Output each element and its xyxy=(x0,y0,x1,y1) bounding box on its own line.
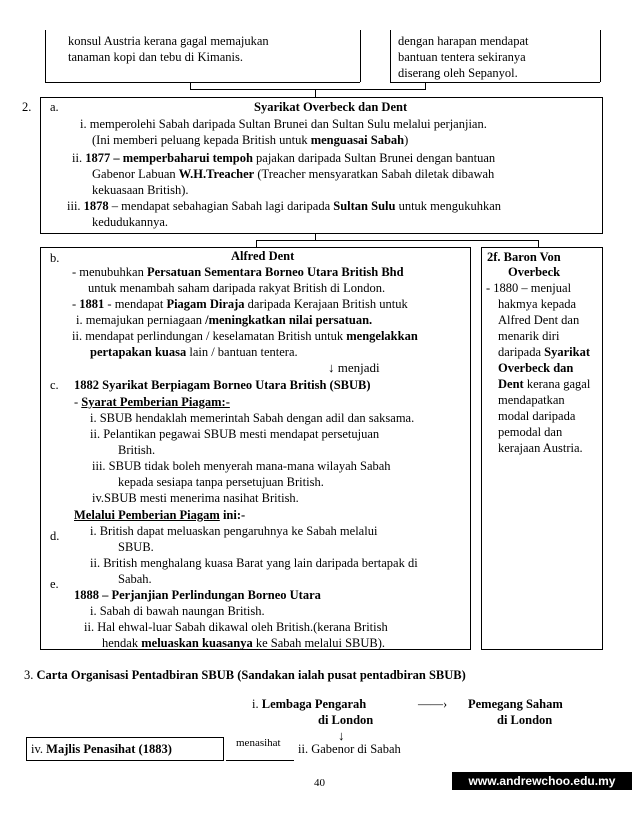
top-left-line: konsul Austria kerana gagal memajukan xyxy=(68,34,269,48)
text-line: i. SBUB hendaklah memerintah Sabah dengan adil dan saksama. xyxy=(90,411,415,425)
text-line: - Syarat Pemberian Piagam:- xyxy=(74,395,230,409)
connector xyxy=(360,30,361,82)
text-line: ii. 1877 – memperbaharui tempoh pajakan daripada Sultan Brunei dengan bantuan xyxy=(72,151,496,165)
text-line: mendapatkan xyxy=(498,393,565,407)
text-line: - 1881 - mendapat Piagam Diraja daripada Kerajaan British untuk xyxy=(72,297,408,311)
arrow-menjadi: ↓ menjadi xyxy=(328,360,380,375)
text-line: iii. 1878 – mendapat sebahagian Sabah lagi daripada Sultan Sulu untuk mengukuhkan xyxy=(67,199,501,213)
top-left-line: tanaman kopi dan tebu di Kimanis. xyxy=(68,50,243,64)
text-line: Overbeck dan xyxy=(498,361,574,375)
connector xyxy=(256,240,257,247)
org-majlis: iv. Majlis Penasihat (1883) xyxy=(31,742,172,756)
connector xyxy=(45,82,360,83)
arrow-right-icon: ——› xyxy=(418,697,448,711)
item-label: b. xyxy=(50,251,60,265)
text-line: Melalui Pemberian Piagam ini:- xyxy=(74,508,246,522)
menasihat-label: menasihat xyxy=(236,737,281,749)
connector xyxy=(425,82,426,90)
item-label: a. xyxy=(50,100,59,114)
connector xyxy=(190,89,425,90)
box-title: Alfred Dent xyxy=(231,249,295,263)
text-line: i. British dapat meluaskan pengaruhnya ke Sabah melalui xyxy=(90,524,378,538)
connector xyxy=(190,82,191,90)
org-gabenor: ii. Gabenor di Sabah xyxy=(298,742,401,756)
text-line: i. memajukan perniagaan /meningkatkan nilai persatuan. xyxy=(76,313,373,327)
page-number: 40 xyxy=(314,777,325,789)
text-line: Sabah. xyxy=(118,572,152,586)
text-line: modal daripada xyxy=(498,409,576,423)
item-label: d. xyxy=(50,529,60,543)
text-line: Alfred Dent dan xyxy=(498,313,580,327)
text-line: hakmya kepada xyxy=(498,297,577,311)
text-line: - 1880 – menjual xyxy=(486,281,572,295)
text-line: iii. SBUB tidak boleh menyerah mana-mana wilayah Sabah xyxy=(92,459,391,473)
box-title: Overbeck xyxy=(508,265,561,279)
text-line: ii. British menghalang kuasa Barat yang lain daripada bertapak di xyxy=(90,556,418,570)
text-line: British. xyxy=(118,443,156,457)
text-line: i. Sabah di bawah naungan British. xyxy=(90,604,265,618)
arrow-down-icon: ↓ xyxy=(338,728,345,743)
text-line: (Ini memberi peluang kepada British untuk menguasai Sabah) xyxy=(92,133,409,147)
org-lembaga: i. Lembaga Pengarah xyxy=(252,697,367,711)
website-banner: www.andrewchoo.edu.my xyxy=(452,772,632,790)
sub-title: 1888 – Perjanjian Perlindungan Borneo Utara xyxy=(74,588,321,602)
text-line: Gabenor Labuan W.H.Treacher (Treacher mensyaratkan Sabah diletak dibawah xyxy=(92,167,495,181)
org-lembaga-location: di London xyxy=(318,713,374,727)
text-line: kepada sesiapa tanpa persetujuan British. xyxy=(118,475,324,489)
text-line: iv.SBUB mesti menerima nasihat British. xyxy=(92,491,299,505)
connector xyxy=(390,82,600,83)
box-title: Syarikat Overbeck dan Dent xyxy=(254,100,408,114)
connector xyxy=(390,30,391,82)
top-right-line: diserang oleh Sepanyol. xyxy=(398,66,518,80)
section-number: 2. xyxy=(22,100,32,114)
text-line: ii. Pelantikan pegawai SBUB mesti mendapat persetujuan xyxy=(90,427,380,441)
connector xyxy=(45,30,46,82)
text-line: i. memperolehi Sabah daripada Sultan Brunei dan Sultan Sulu melalui perjanjian. xyxy=(80,117,487,131)
text-line: ii. Hal ehwal-luar Sabah dikawal oleh British.(kerana British xyxy=(84,620,388,634)
menasihat-line xyxy=(226,760,294,761)
top-right-line: bantuan tentera sekiranya xyxy=(398,50,526,64)
text-line: - menubuhkan Persatuan Sementara Borneo Utara British Bhd xyxy=(72,265,404,279)
text-line: Dent kerana gagal xyxy=(498,377,591,391)
text-line: ii. mendapat perlindungan / keselamatan British untuk mengelakkan xyxy=(72,329,418,343)
connector xyxy=(538,240,539,247)
connector xyxy=(600,30,601,82)
text-line: hendak meluaskan kuasanya ke Sabah melalui SBUB). xyxy=(102,636,386,650)
text-line: menarik diri xyxy=(498,329,560,343)
org-pemegang-location: di London xyxy=(497,713,553,727)
sub-title: 1882 Syarikat Berpiagam Borneo Utara British (SBUB) xyxy=(74,378,371,392)
connector xyxy=(256,240,538,241)
section-3-title: 3. Carta Organisasi Pentadbiran SBUB (Sandakan ialah pusat pentadbiran SBUB) xyxy=(24,668,466,682)
text-line: kerajaan Austria. xyxy=(498,441,583,455)
item-label: c. xyxy=(50,378,59,392)
text-line: pertapakan kuasa lain / bantuan tentera. xyxy=(90,345,298,359)
text-line: kekuasaan British). xyxy=(92,183,189,197)
text-line: kedudukannya. xyxy=(92,215,169,229)
org-pemegang-saham: Pemegang Saham xyxy=(468,697,563,711)
text-line: SBUB. xyxy=(118,540,154,554)
text-line: daripada Syarikat xyxy=(498,345,590,359)
top-right-line: dengan harapan mendapat xyxy=(398,34,529,48)
text-line: untuk menambah saham daripada rakyat British di London. xyxy=(88,281,386,295)
box-title: 2f. Baron Von xyxy=(487,250,561,264)
item-label: e. xyxy=(50,577,59,591)
connector xyxy=(315,89,316,97)
text-line: pemodal dan xyxy=(498,425,563,439)
